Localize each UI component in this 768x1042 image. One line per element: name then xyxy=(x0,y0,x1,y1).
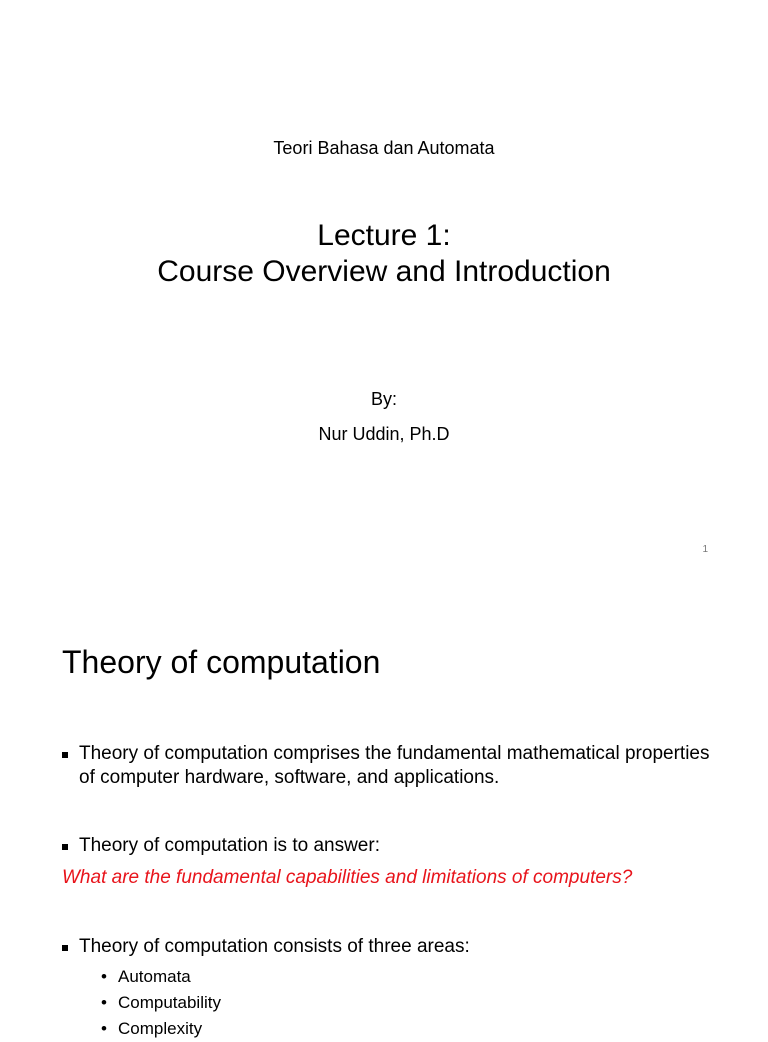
area-label: Complexity xyxy=(118,1019,203,1038)
author-name: Nur Uddin, Ph.D xyxy=(318,424,450,444)
round-bullet-icon: • xyxy=(101,993,107,1012)
slide-number: 1 xyxy=(702,544,708,555)
square-bullet-icon xyxy=(62,945,68,951)
by-label: By: xyxy=(370,389,397,409)
list-item xyxy=(101,1016,221,1042)
bullet-item xyxy=(62,742,729,790)
course-name: Teori Bahasa dan Automata xyxy=(273,138,495,158)
bullet-item xyxy=(62,834,729,858)
slide-title: Theory of computation xyxy=(62,644,381,680)
lecture-title-line-1: Lecture 1: xyxy=(317,219,451,252)
square-bullet-icon xyxy=(62,752,68,758)
bullet-item xyxy=(62,935,729,959)
round-bullet-icon: • xyxy=(101,1019,107,1038)
key-question: What are the fundamental capabilities and limitations of computers? xyxy=(62,867,633,888)
lecture-title xyxy=(0,218,768,290)
list-item xyxy=(101,964,221,990)
areas-list xyxy=(101,964,221,1042)
lecture-title-line-2: Course Overview and Introduction xyxy=(157,255,611,288)
square-bullet-icon xyxy=(62,844,68,850)
bullet-text: Theory of computation consists of three areas: xyxy=(79,936,470,957)
area-label: Computability xyxy=(118,993,221,1012)
bullet-text: Theory of computation is to answer: xyxy=(79,835,380,856)
list-item xyxy=(101,990,221,1016)
round-bullet-icon: • xyxy=(101,967,107,986)
content-slide xyxy=(0,576,768,1038)
bullet-text: Theory of computation comprises the fundamental mathematical properties of computer hardware, software, and applications. xyxy=(79,743,710,788)
area-label: Automata xyxy=(118,967,191,986)
